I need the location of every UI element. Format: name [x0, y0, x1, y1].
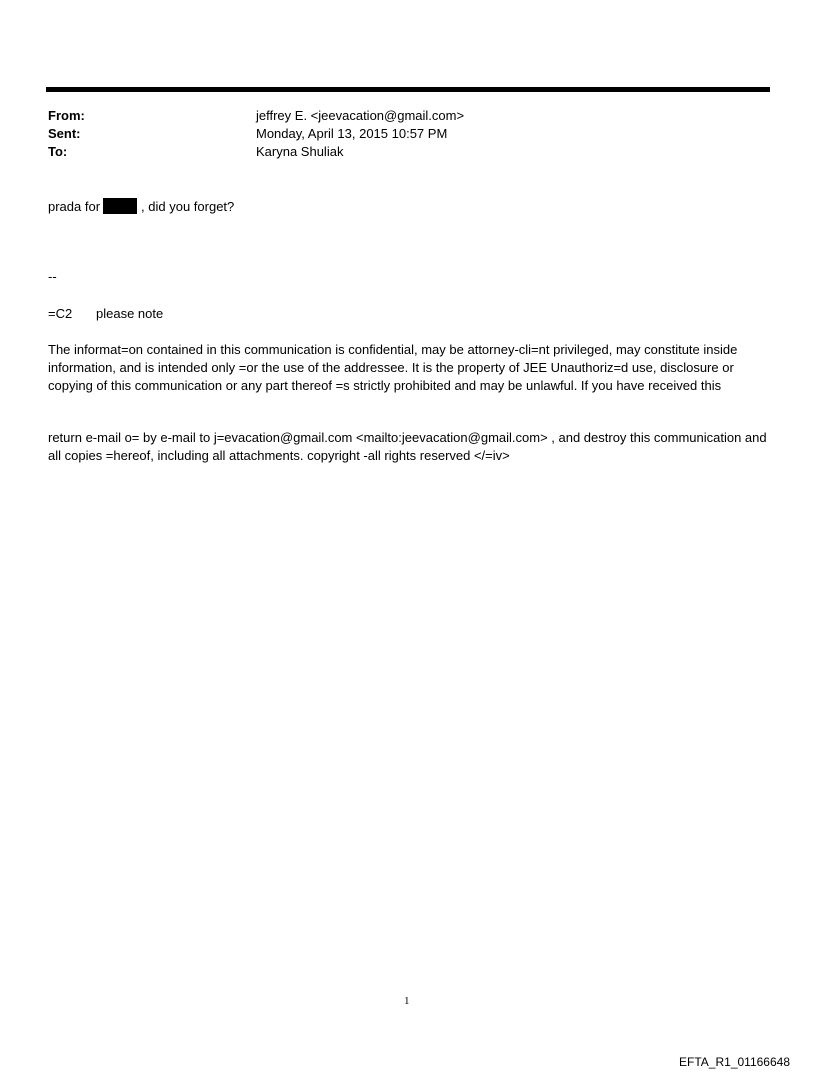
header-divider	[46, 87, 770, 92]
note-line	[48, 305, 163, 323]
message-greeting	[48, 198, 234, 216]
page-number: 1	[404, 995, 410, 1007]
sent-label: Sent:	[48, 126, 81, 141]
return-instructions-paragraph: return e-mail o= by e-mail to j=evacation@gmail.com <mailto:jeevacation@gmail.com> , and destroy this communication and all copies =hereof, including all attachments. copyright -all rights reserved </=iv>	[48, 430, 767, 463]
from-value: jeffrey E. <jeevacation@gmail.com>	[256, 108, 465, 123]
redaction-box	[103, 198, 137, 214]
to-value: Karyna Shuliak	[256, 144, 344, 159]
bates-number: EFTA_R1_01166648	[679, 1055, 790, 1069]
sent-row	[48, 125, 748, 143]
signature-separator: --	[48, 269, 57, 284]
greeting-text-after: , did you forget?	[141, 199, 235, 214]
to-label: To:	[48, 144, 68, 159]
note-code: =C2	[48, 306, 73, 321]
confidentiality-paragraph: The informat=on contained in this communication is confidential, may be attorney-cli=nt privileged, may constitute inside information, and is intended only =or the use of the addressee. It is the property of JEE Unauthoriz=d use, disclosure or copying of this communication or any part thereof =s strictly prohibited and may be unlawful. If you have received this	[48, 342, 738, 393]
to-row	[48, 143, 748, 161]
from-label: From:	[48, 108, 85, 123]
note-text: please note	[96, 306, 164, 321]
sent-value: Monday, April 13, 2015 10:57 PM	[256, 126, 448, 141]
greeting-text-before: prada for	[48, 199, 101, 214]
from-row	[48, 107, 748, 125]
